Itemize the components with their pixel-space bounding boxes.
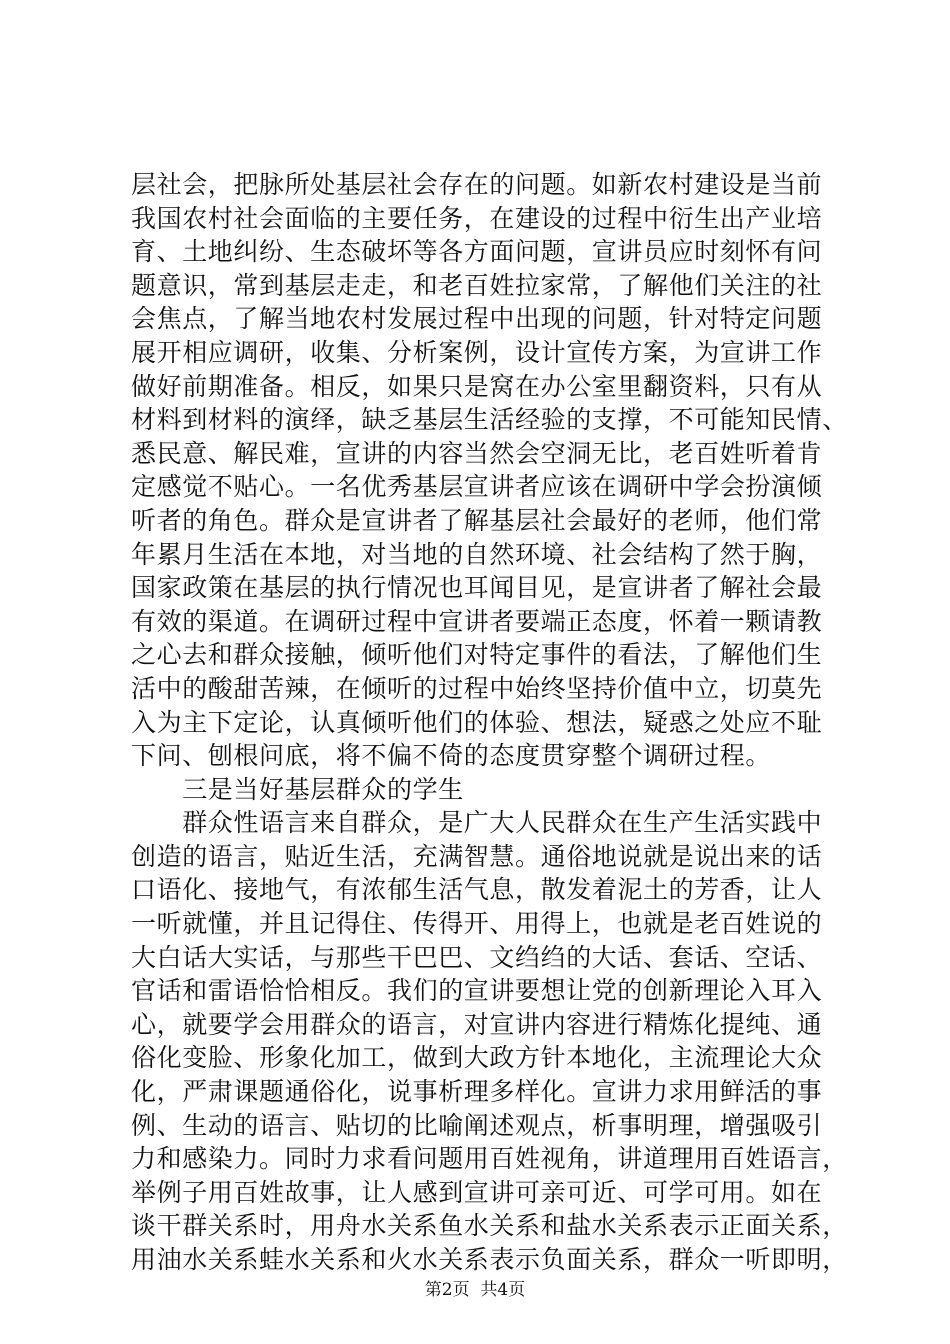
text-line: 口语化、接地气，有浓郁生活气息，散发着泥土的芳香，让人 bbox=[131, 875, 823, 905]
section-heading: 三是当好基层群众的学生 bbox=[131, 774, 464, 804]
text-line: 之心去和群众接触，倾听他们对特定事件的看法，了解他们生 bbox=[131, 640, 823, 670]
text-line: 化，严肃课题通俗化，说事析理多样化。宣讲力求用鲜活的事 bbox=[131, 1077, 823, 1107]
text-line: 做好前期准备。相反，如果只是窝在办公室里翻资料，只有从 bbox=[131, 371, 823, 401]
text-line: 年累月生活在本地，对当地的自然环境、社会结构了然于胸， bbox=[131, 539, 823, 569]
text-line: 展开相应调研，收集、分析案例，设计宣传方案，为宣讲工作 bbox=[131, 337, 823, 367]
text-line: 定感觉不贴心。一名优秀基层宣讲者应该在调研中学会扮演倾 bbox=[131, 472, 823, 502]
text-line: 会焦点，了解当地农村发展过程中出现的问题，针对特定问题 bbox=[131, 304, 823, 334]
text-line: 大白话大实话，与那些干巴巴、文绉绉的大话、套话、空话、 bbox=[131, 942, 823, 972]
text-line: 例、生动的语言、贴切的比喻阐述观点，析事明理，增强吸引 bbox=[131, 1110, 823, 1140]
text-line: 活中的酸甜苦辣，在倾听的过程中始终坚持价值中立，切莫先 bbox=[131, 673, 823, 703]
text-line: 俗化变脸、形象化加工，做到大政方针本地化，主流理论大众 bbox=[131, 1043, 823, 1073]
text-line: 一听就懂，并且记得住、传得开、用得上，也就是老百姓说的 bbox=[131, 909, 823, 939]
page-footer bbox=[0, 1279, 950, 1301]
text-line: 创造的语言，贴近生活，充满智慧。通俗地说就是说出来的话 bbox=[131, 841, 823, 871]
page-number-label: 第2页 共4页 bbox=[424, 1280, 526, 1300]
text-line: 层社会，把脉所处基层社会存在的问题。如新农村建设是当前 bbox=[131, 170, 823, 199]
text-line: 举例子用百姓故事，让人感到宣讲可亲可近、可学可用。如在 bbox=[131, 1177, 823, 1207]
text-line: 材料到材料的演绎，缺乏基层生活经验的支撑，不可能知民情、 bbox=[131, 405, 848, 435]
text-line: 谈干群关系时，用舟水关系鱼水关系和盐水关系表示正面关系， bbox=[131, 1211, 848, 1241]
text-line: 我国农村社会面临的主要任务，在建设的过程中衍生出产业培 bbox=[131, 203, 823, 233]
text-line: 悉民意、解民难，宣讲的内容当然会空洞无比，老百姓听着肯 bbox=[131, 438, 823, 468]
text-line: 官话和雷语恰恰相反。我们的宣讲要想让党的创新理论入耳入 bbox=[131, 976, 823, 1006]
text-line: 育、土地纠纷、生态破坏等各方面问题，宣讲员应时刻怀有问 bbox=[131, 237, 823, 267]
body-text bbox=[131, 168, 848, 1277]
text-line: 心，就要学会用群众的语言，对宣讲内容进行精炼化提纯、通 bbox=[131, 1009, 823, 1039]
text-line: 下问、刨根问底，将不偏不倚的态度贯穿整个调研过程。 bbox=[131, 741, 772, 771]
text-line: 题意识，常到基层走走，和老百姓拉家常，了解他们关注的社 bbox=[131, 270, 823, 300]
text-line: 用油水关系蛙水关系和火水关系表示负面关系，群众一听即明， bbox=[131, 1245, 848, 1274]
text-line: 有效的渠道。在调研过程中宣讲者要端正态度，怀着一颗请教 bbox=[131, 606, 823, 636]
text-line: 群众性语言来自群众，是广大人民群众在生产生活实践中 bbox=[131, 808, 823, 838]
text-line: 入为主下定论，认真倾听他们的体验、想法，疑惑之处应不耻 bbox=[131, 707, 823, 737]
text-line: 听者的角色。群众是宣讲者了解基层社会最好的老师，他们常 bbox=[131, 505, 823, 535]
text-line: 国家政策在基层的执行情况也耳闻目见，是宣讲者了解社会最 bbox=[131, 573, 823, 603]
text-line: 力和感染力。同时力求看问题用百姓视角，讲道理用百姓语言， bbox=[131, 1144, 848, 1174]
